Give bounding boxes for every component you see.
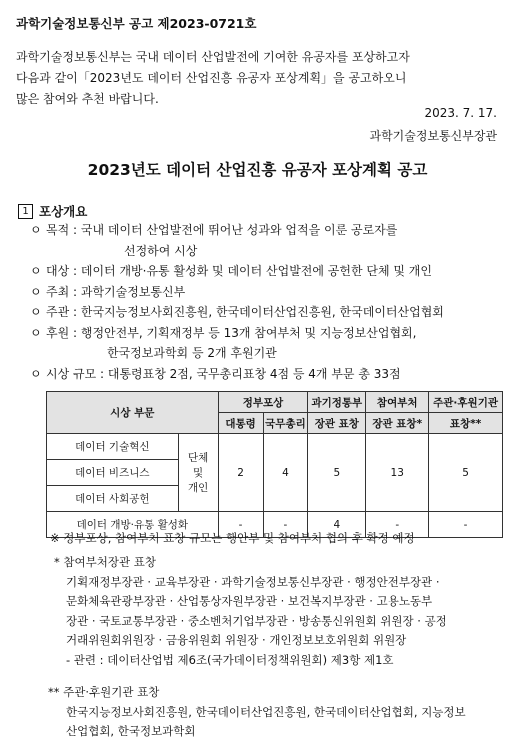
table-row	[47, 434, 503, 460]
bullet-mark: ㅇ	[30, 264, 42, 278]
header-category: 시상 부문	[47, 392, 219, 434]
note-line: 장관 · 국토교통부장관 · 중소벤처기업부장관 · 방송통신위원회 위원장 · 공정	[66, 613, 447, 628]
note-line: 거래위원회위원장 · 금융위원회 위원장 · 개인정보보호위원회 위원장	[66, 633, 407, 647]
note-line: - 관련 : 데이터산업법 제6조(국가데이터정책위원회) 제3항 제1호	[66, 652, 394, 667]
note-line: 기획재정부장관 · 교육부장관 · 과학기술정보통신부장관 · 행정안전부장관 ·	[66, 574, 440, 589]
notice-number: 과학기술정보통신부 공고 제2023-0721호	[16, 16, 257, 31]
intro-paragraph	[16, 47, 500, 110]
group-label-line: 개인	[187, 482, 209, 494]
sponsor-text: 후원 : 행정안전부, 기획재정부 등 13개 참여부처 및 지능정보산업협회,	[46, 325, 417, 340]
value-cell: -	[366, 512, 429, 538]
group-label-line: 및	[193, 467, 204, 479]
list-item-organizer	[30, 302, 506, 323]
value-cell: 4	[263, 434, 308, 512]
note-heading: ** 주관·후원기관 표창	[48, 685, 160, 699]
note-line: 산업협회, 한국정보과학회	[66, 724, 196, 738]
note-heading: * 참여부처장관 표창	[54, 555, 156, 569]
header-msit-line: 과기정통부	[311, 396, 363, 409]
sponsors-award-note	[48, 683, 506, 742]
bullet-mark: ㅇ	[30, 223, 42, 237]
main-note: ※ 정부포상, 참여부처 표창 규모는 행안부 및 참여부처 협의 후 확정 예정	[50, 531, 415, 545]
target-text: 대상 : 데이터 개방·유통 활성화 및 데이터 산업발전에 공헌한 단체 및 개인	[46, 264, 432, 278]
header-ministries	[366, 392, 429, 413]
host-text: 주최 : 과학기술정보통신부	[46, 284, 186, 299]
category-cell: 데이터 사회공헌	[47, 486, 179, 512]
bullet-mark: ㅇ	[30, 366, 42, 381]
category-cell: 데이터 개방·유통 활성화	[47, 512, 219, 538]
value-cell: -	[429, 512, 503, 538]
category-cell: 데이터 기술혁신	[47, 434, 179, 460]
note-line: 문화체육관광부장관 · 산업통상자원부장관 · 보건복지부장관 · 고용노동부	[66, 594, 433, 608]
header-msit-sub: 장관 표창	[308, 413, 366, 434]
list-item-sponsor	[30, 323, 506, 364]
document-title: 2023년도 데이터 산업진흥 유공자 포상계획 공고	[87, 161, 428, 179]
value-cell: 4	[308, 512, 366, 538]
header-sponsors-line: 주관·후원기관	[433, 396, 498, 409]
value-cell: 2	[218, 434, 263, 512]
intro-line: 많은 참여와 추천 바랍니다.	[16, 92, 159, 106]
overview-list	[30, 220, 506, 384]
ministries-award-note	[54, 553, 506, 670]
list-item-purpose	[30, 220, 506, 261]
section-heading	[18, 202, 87, 220]
group-label-cell	[178, 434, 218, 512]
note-line: 한국지능정보사회진흥원, 한국데이터산업진흥원, 한국데이터산업협회, 지능정보	[66, 704, 466, 719]
scale-text: 시상 규모 : 대통령표창 2점, 국무총리표창 4점 등 4개 부문 총 33점	[46, 366, 401, 381]
purpose-text-cont: 선정하여 시상	[124, 243, 198, 258]
list-item-scale	[30, 364, 506, 385]
bullet-mark: ㅇ	[30, 305, 42, 319]
organizer-text: 주관 : 한국지능정보사회진흥원, 한국데이터산업진흥원, 한국데이터산업협회	[46, 305, 444, 319]
header-sponsors	[429, 392, 503, 413]
group-label-line: 단체	[187, 452, 209, 464]
header-pm: 국무총리	[263, 413, 308, 434]
category-cell: 데이터 비즈니스	[47, 460, 179, 486]
value-cell: 13	[366, 434, 429, 512]
bullet-mark: ㅇ	[30, 325, 42, 340]
header-govt-award: 정부포상	[218, 392, 308, 413]
awards-table	[46, 391, 503, 538]
header-sponsors-sub: 표창**	[429, 413, 503, 434]
value-cell: -	[218, 512, 263, 538]
value-cell: 5	[429, 434, 503, 512]
sponsor-text-cont: 한국정보과학회 등 2개 후원기관	[107, 346, 277, 360]
purpose-text: 목적 : 국내 데이터 산업발전에 뛰어난 성과와 업적을 이룬 공로자를	[46, 223, 398, 237]
intro-line: 과학기술정보통신부는 국내 데이터 산업발전에 기여한 유공자를 포상하고자	[16, 50, 410, 64]
issuer-name: 과학기술정보통신부장관	[369, 129, 497, 143]
value-cell: 5	[308, 434, 366, 512]
section-number-box: 1	[18, 204, 33, 219]
header-president: 대통령	[218, 413, 263, 434]
intro-line: 다음과 같이「2023년도 데이터 산업진흥 유공자 포상계획」을 공고하오니	[16, 71, 407, 85]
list-item-target	[30, 261, 506, 282]
header-msit	[308, 392, 366, 413]
header-ministries-sub: 장관 표창*	[366, 413, 429, 434]
section-heading-text: 포상개요	[39, 204, 88, 219]
value-cell: -	[263, 512, 308, 538]
list-item-host	[30, 282, 506, 303]
announcement-date: 2023. 7. 17.	[424, 106, 497, 120]
bullet-mark: ㅇ	[30, 284, 42, 299]
header-ministries-line: 참여부처	[376, 396, 418, 409]
